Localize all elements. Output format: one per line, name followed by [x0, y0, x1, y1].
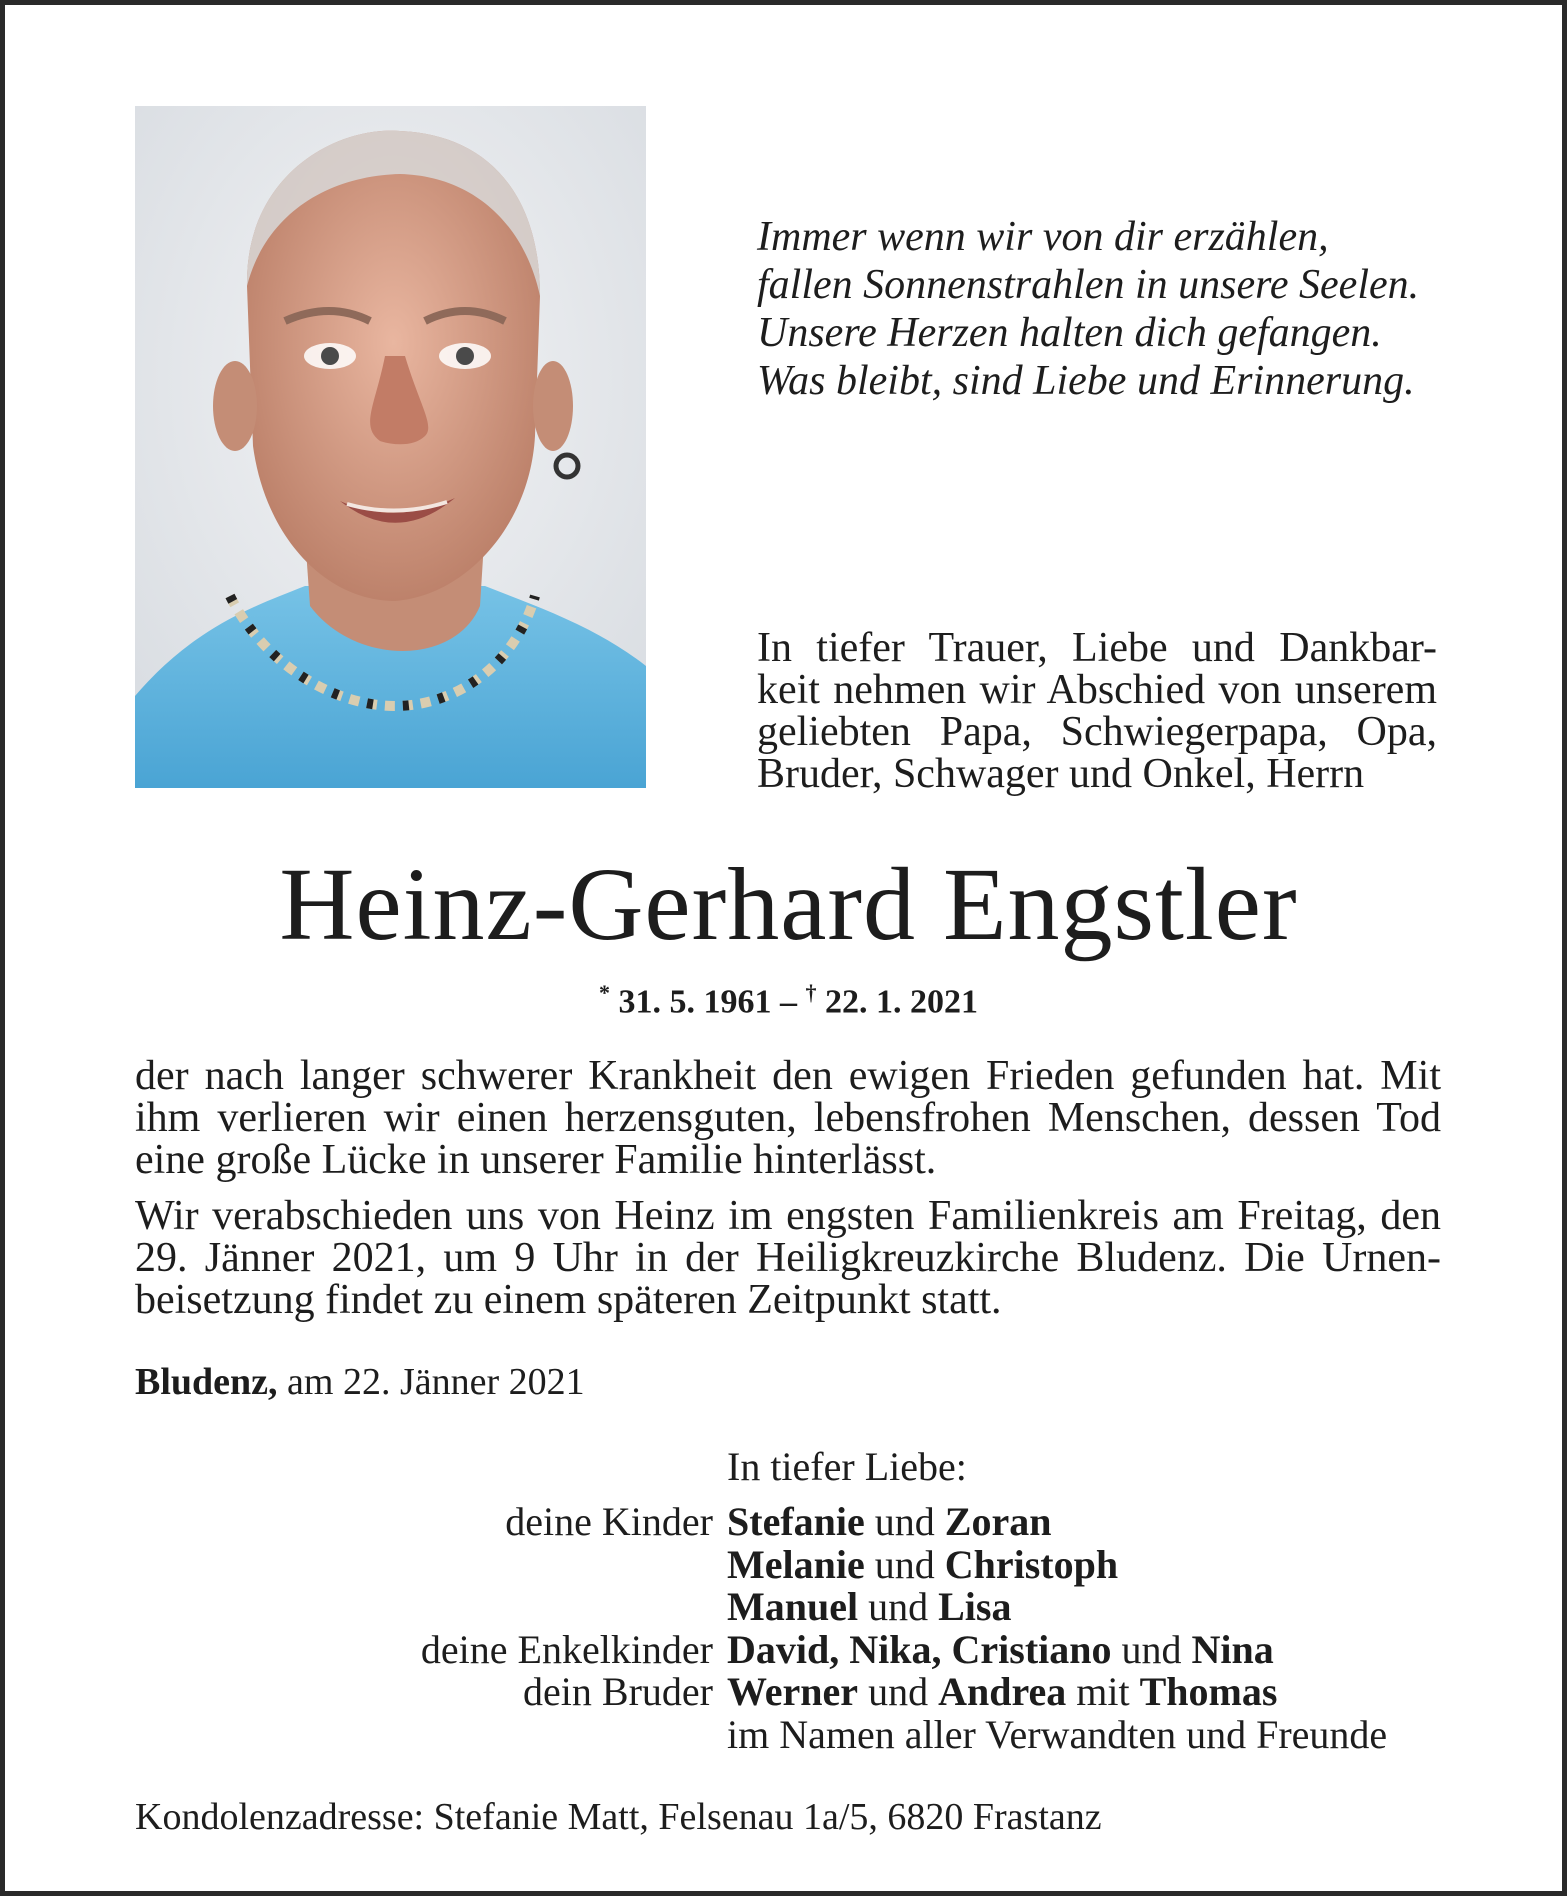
death-symbol: † [805, 980, 817, 1005]
mourner-name: Stefanie [727, 1499, 865, 1544]
intro-line: In tiefer Trauer, Liebe und Dankbar- [757, 625, 1437, 671]
place-date-text: am 22. Jänner 2021 [277, 1361, 585, 1403]
poem-line: Unsere Herzen halten dich gefangen. [757, 310, 1382, 356]
signoff-row [5, 1671, 1567, 1714]
signoff-row [5, 1626, 1567, 1672]
signoff-row [5, 1501, 1567, 1544]
signoff-names [727, 1626, 1274, 1672]
deceased-name: Heinz-Gerhard Engstler [279, 847, 1298, 962]
place-city: Bludenz, [135, 1361, 278, 1403]
body-line: Wir verabschieden uns von Heinz im engsten Familienkreis am Freitag, den [135, 1193, 1441, 1239]
obituary-body [135, 1055, 1441, 1321]
mourner-name: Melanie [727, 1541, 865, 1587]
connector-text: und [858, 1669, 939, 1714]
life-dates [5, 973, 1567, 1022]
mourner-name: Zoran [944, 1499, 1052, 1544]
poem-line: fallen Sonnenstrahlen in unsere Seelen. [757, 262, 1420, 308]
signoff-relation: dein Bruder [523, 1669, 713, 1714]
body-line: der nach langer schwerer Krankheit den ewigen Frieden gefunden hat. Mit [135, 1053, 1441, 1099]
signoff-names [727, 1541, 1119, 1587]
mourner-name: Lisa [938, 1584, 1012, 1629]
connector-text: und [858, 1584, 939, 1629]
signoff-names [727, 1586, 1011, 1629]
mourner-name: Thomas [1139, 1669, 1278, 1714]
signoff-heading: In tiefer Liebe: [727, 1444, 967, 1489]
intro-text [757, 627, 1437, 795]
connector-text: im Namen aller Verwandten und Freunde [727, 1711, 1388, 1757]
connector-text: und [864, 1499, 945, 1544]
connector-text: mit [1066, 1669, 1140, 1714]
signoff-row [5, 1586, 1567, 1629]
signoff-list [5, 1501, 1567, 1756]
mourner-name: Manuel [727, 1584, 859, 1629]
birth-date: 31. 5. 1961 [618, 983, 772, 1021]
date-separator: – [771, 983, 806, 1021]
body-line: beisetzung findet zu einem späteren Zeitpunkt statt. [135, 1277, 1002, 1323]
mourner-name: Andrea [938, 1669, 1067, 1714]
mourner-name: David, Nika, Cristiano [727, 1626, 1112, 1672]
signoff-relation: deine Enkelkinder [420, 1626, 713, 1672]
signoff-names [727, 1501, 1051, 1544]
signoff-row [5, 1711, 1567, 1757]
birth-symbol: * [599, 980, 610, 1005]
mourner-name: Nina [1191, 1626, 1274, 1672]
signoff-relation: deine Kinder [505, 1499, 713, 1544]
mourner-name: Werner [727, 1669, 859, 1714]
portrait-photo [135, 106, 646, 788]
intro-line: keit nehmen wir Abschied von unserem [757, 667, 1437, 713]
signoff-row [5, 1541, 1567, 1587]
mourner-name: Christoph [944, 1541, 1119, 1587]
place-date [135, 1360, 585, 1404]
body-line: 29. Jänner 2021, um 9 Uhr in der Heiligkreuzkirche Bludenz. Die Urnen- [135, 1235, 1441, 1281]
body-line: ihm verlieren wir einen herzensguten, lebensfrohen Menschen, dessen Tod [135, 1095, 1441, 1141]
memorial-poem [757, 213, 1437, 405]
death-date: 22. 1. 2021 [825, 983, 978, 1021]
connector-text: und [1111, 1626, 1192, 1672]
signoff-names [727, 1711, 1388, 1757]
condolence-address: Kondolenzadresse: Stefanie Matt, Felsenau 1a/5, 6820 Frastanz [135, 1796, 1102, 1838]
signoff-names [727, 1671, 1277, 1714]
intro-line: geliebten Papa, Schwiegerpapa, Opa, [757, 709, 1437, 755]
body-line: eine große Lücke in unserer Familie hinterlässt. [135, 1137, 937, 1183]
connector-text: und [864, 1541, 945, 1587]
poem-line: Immer wenn wir von dir erzählen, [757, 214, 1329, 260]
intro-line: Bruder, Schwager und Onkel, Herrn [757, 751, 1365, 797]
poem-line: Was bleibt, sind Liebe und Erinnerung. [757, 358, 1415, 404]
